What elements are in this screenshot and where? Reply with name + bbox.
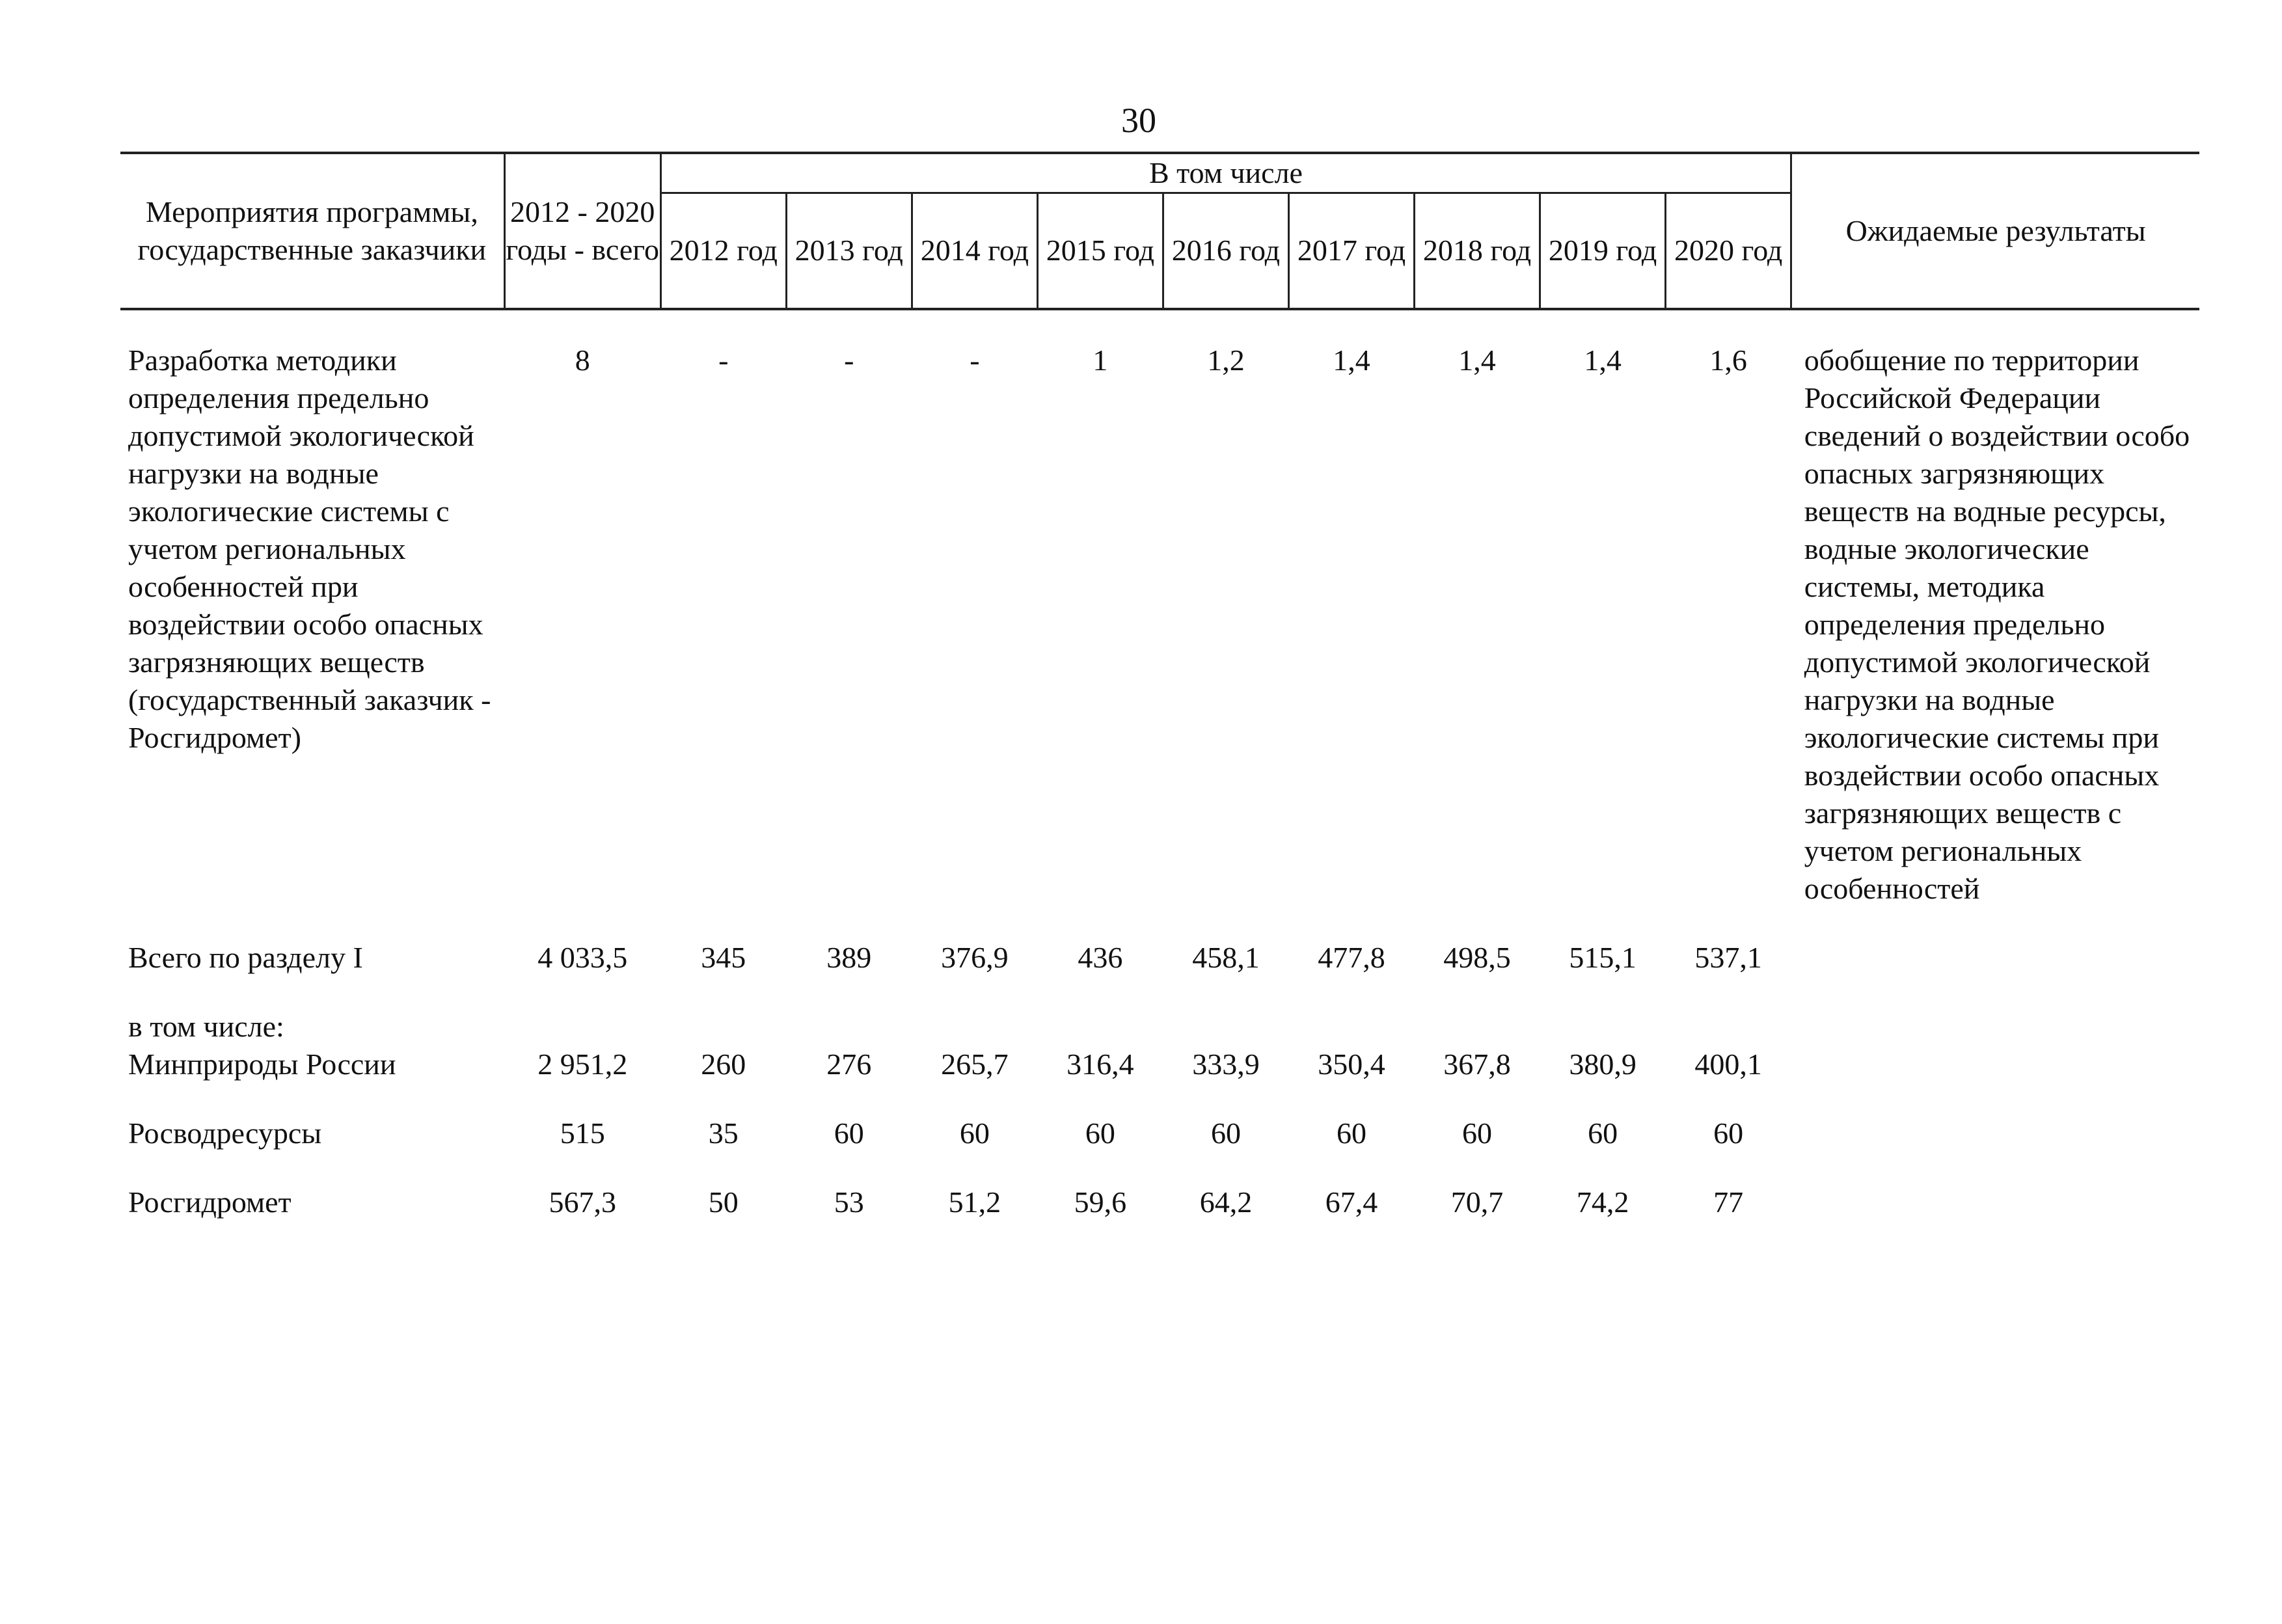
row-total: 4 033,5 <box>537 940 628 974</box>
measure-value: 1,4 <box>1458 343 1496 377</box>
row-total: 2 951,2 <box>537 1047 628 1081</box>
table-row-agency <box>120 1115 2199 1152</box>
measure-value: 1 <box>1093 343 1108 377</box>
header-year: 2020 год <box>1666 193 1791 309</box>
header-total: 2012 - 2020 годы - всего <box>504 153 660 309</box>
header-including: В том числе <box>660 153 1791 193</box>
including-label: в том числе: <box>128 1009 284 1043</box>
row-value: 458,1 <box>1192 940 1260 974</box>
row-value: 60 <box>1588 1116 1618 1150</box>
row-value: 77 <box>1713 1185 1744 1219</box>
page-number: 30 <box>1121 101 1156 140</box>
row-value: 35 <box>708 1116 739 1150</box>
row-value: 436 <box>1078 940 1123 974</box>
expected-result: обобщение по территории Российской Федерации сведений о воздействии особо опасных загрязняющих веществ на водные ресурсы, водные экологические системы, методика определения предельно допустимой экологической нагрузки на водные экологические системы при воздействии особо опасных загрязняющих веществ с учетом региональных особенностей <box>1804 343 2190 905</box>
row-value: 53 <box>834 1185 864 1219</box>
row-value: 60 <box>1210 1116 1241 1150</box>
row-value: 51,2 <box>948 1185 1001 1219</box>
row-label: Росводресурсы <box>128 1116 322 1150</box>
row-value: 316,4 <box>1066 1047 1134 1081</box>
row-value: 50 <box>708 1185 739 1219</box>
row-value: 498,5 <box>1443 940 1511 974</box>
row-value: 70,7 <box>1450 1185 1504 1219</box>
row-label: Минприроды России <box>128 1047 396 1081</box>
header-year: 2018 год <box>1415 193 1540 309</box>
row-value: 400,1 <box>1694 1047 1762 1081</box>
row-value: 276 <box>826 1047 872 1081</box>
row-value: 376,9 <box>941 940 1009 974</box>
header-year: 2019 год <box>1540 193 1666 309</box>
table-row-agency <box>120 1184 2199 1221</box>
header-year: 2015 год <box>1037 193 1163 309</box>
measure-value: - <box>970 343 980 377</box>
table-row-section-total <box>120 939 2199 977</box>
row-label: Всего по разделу I <box>128 940 363 974</box>
header-year: 2016 год <box>1163 193 1288 309</box>
row-value: 64,2 <box>1199 1185 1253 1219</box>
header-year: 2017 год <box>1288 193 1414 309</box>
measure-value: - <box>718 343 729 377</box>
row-value: 350,4 <box>1318 1047 1385 1081</box>
row-label: Росгидромет <box>128 1185 292 1219</box>
row-total: 515 <box>560 1116 605 1150</box>
row-value: 333,9 <box>1192 1047 1260 1081</box>
row-value: 515,1 <box>1569 940 1637 974</box>
measure-value: 1,4 <box>1333 343 1370 377</box>
row-value: 60 <box>1085 1116 1115 1150</box>
header-year: 2012 год <box>660 193 786 309</box>
row-value: 260 <box>701 1047 746 1081</box>
row-value: 477,8 <box>1318 940 1385 974</box>
header-year: 2014 год <box>912 193 1037 309</box>
row-value: 74,2 <box>1576 1185 1629 1219</box>
row-total: 567,3 <box>549 1185 616 1219</box>
row-value: 60 <box>959 1116 990 1150</box>
row-value: 265,7 <box>941 1047 1009 1081</box>
row-value: 367,8 <box>1443 1047 1511 1081</box>
row-value: 389 <box>826 940 872 974</box>
measure-value: - <box>844 343 854 377</box>
row-value: 380,9 <box>1569 1047 1637 1081</box>
row-value: 60 <box>1336 1116 1366 1150</box>
table-row-main <box>120 342 2199 908</box>
row-value: 60 <box>1713 1116 1744 1150</box>
row-value: 345 <box>701 940 746 974</box>
program-measures-table <box>120 152 2199 1221</box>
measure-name: Разработка методики определения предельно допустимой экологической нагрузки на водные экологические системы с учетом региональных особенностей при воздействии особо опасных загрязняющих веществ (государственный заказчик - Росгидромет) <box>128 343 491 754</box>
row-value: 537,1 <box>1694 940 1762 974</box>
row-value: 60 <box>834 1116 864 1150</box>
measure-value: 1,6 <box>1709 343 1747 377</box>
row-value: 67,4 <box>1325 1185 1378 1219</box>
header-year: 2013 год <box>786 193 912 309</box>
row-value: 59,6 <box>1074 1185 1127 1219</box>
measure-value: 1,4 <box>1584 343 1622 377</box>
measure-value: 1,2 <box>1207 343 1245 377</box>
table-header <box>120 153 2199 309</box>
table-row-agency <box>120 1046 2199 1083</box>
row-value: 60 <box>1462 1116 1493 1150</box>
measure-total: 8 <box>575 343 590 377</box>
header-results: Ожидаемые результаты <box>1791 153 2199 309</box>
header-measures: Мероприятия программы, государственные заказчики <box>120 153 504 309</box>
